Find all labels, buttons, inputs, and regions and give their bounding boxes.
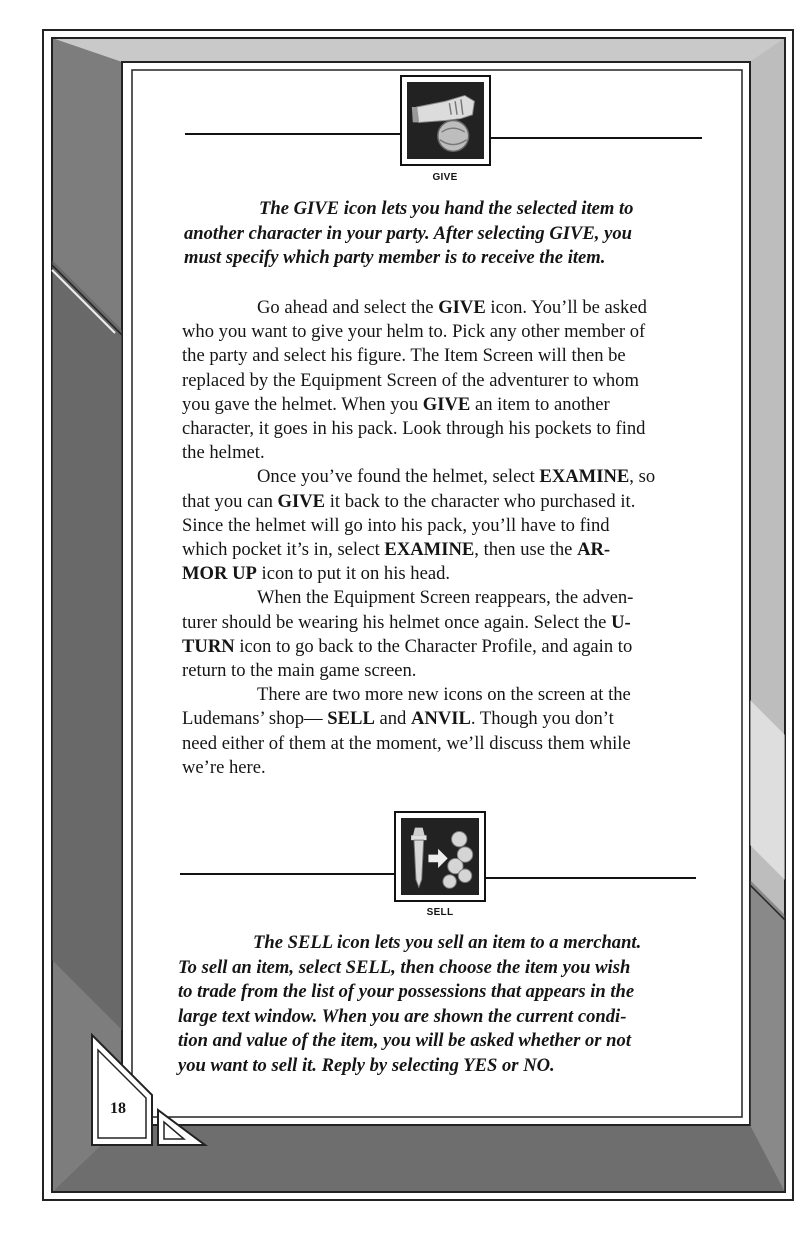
body-text-segment: Since the helmet will go into his pack, you’ll have to find	[182, 514, 610, 536]
sell-intro-line: To sell an item, select SELL, then choose the item you wish	[178, 956, 631, 978]
page-number: 18	[110, 1100, 126, 1117]
bold-term: SELL	[327, 708, 375, 730]
body-line	[182, 635, 712, 659]
body-text-segment: . Though you don’t	[470, 708, 614, 730]
sell-intro-line: you want to sell it. Reply by selecting YES or NO.	[178, 1054, 555, 1076]
body-text-segment: icon to go back to the Character Profile, and again to	[234, 635, 633, 657]
sell-intro-line: The SELL icon lets you sell an item to a merchant.	[253, 932, 642, 953]
body-text-segment: When the Equipment Screen reappears, the adven-	[257, 587, 634, 609]
give-intro-line: another character in your party. After selecting GIVE, you	[184, 222, 632, 244]
body-line	[182, 514, 712, 538]
body-text-segment: which pocket it’s in, select	[182, 539, 385, 561]
body-line	[182, 441, 712, 465]
body-line	[182, 538, 712, 562]
body-text-segment: , then use the	[474, 539, 578, 561]
body-text-segment: the party and select his figure. The Item Screen will then be	[182, 345, 626, 367]
give-rule-right	[490, 137, 702, 139]
body-text-segment: and	[374, 708, 411, 730]
body-text-segment: the helmet.	[182, 442, 265, 464]
bold-term: MOR UP	[182, 563, 257, 585]
body-text-segment: an item to another	[470, 393, 610, 415]
bold-term: EXAMINE	[384, 539, 475, 561]
body-line	[182, 393, 712, 417]
bold-term: GIVE	[277, 490, 326, 512]
body-line	[182, 586, 712, 610]
give-hand-icon	[407, 82, 484, 159]
bold-term: EXAMINE	[539, 466, 630, 488]
sell-dagger-icon	[401, 818, 479, 895]
bold-term: GIVE	[422, 393, 471, 415]
bold-term: ANVIL	[411, 708, 471, 730]
body-line	[182, 732, 712, 756]
body-line	[182, 611, 712, 635]
body-text-segment: Ludemans’ shop—	[182, 708, 328, 730]
body-line	[182, 369, 712, 393]
bold-term: GIVE	[438, 297, 486, 318]
body-text-segment: icon. You’ll be asked	[485, 297, 647, 318]
body-text-segment: Go ahead and select the	[257, 297, 439, 318]
give-icon-label: GIVE	[432, 172, 458, 183]
sell-intro-line: to trade from the list of your possessions that appears in the	[178, 981, 635, 1002]
body-text-segment: There are two more new icons on the screen at the	[257, 684, 631, 706]
give-icon	[400, 75, 491, 166]
body-line	[182, 490, 712, 514]
sell-icon	[394, 811, 486, 902]
body-text-segment: need either of them at the moment, we’ll discuss them while	[182, 732, 631, 754]
give-intro	[184, 197, 714, 271]
body-text-segment: we’re here.	[182, 756, 266, 778]
bold-term: U-	[611, 611, 631, 633]
body-text-segment: icon to put it on his head.	[256, 563, 451, 585]
body-line	[182, 344, 712, 368]
sell-intro-line: tion and value of the item, you will be asked whether or not	[178, 1030, 631, 1051]
body-line	[182, 659, 712, 683]
sell-intro	[178, 931, 718, 1078]
body-line	[182, 320, 712, 344]
body-text-segment: return to the main game screen.	[182, 660, 417, 682]
body-text-segment: you gave the helmet. When you	[182, 393, 423, 415]
sell-icon-label: SELL	[426, 907, 454, 918]
body-text-segment: Once you’ve found the helmet, select	[257, 466, 540, 488]
give-intro-line: The GIVE icon lets you hand the selected item to	[259, 198, 634, 219]
body-line	[182, 756, 712, 780]
body-text-segment: replaced by the Equipment Screen of the adventurer to whom	[182, 369, 639, 391]
sell-rule-left	[180, 873, 394, 875]
body-text-segment: it back to the character who purchased it.	[325, 490, 636, 512]
body-text-segment: character, it goes in his pack. Look through his pockets to find	[182, 418, 646, 440]
body-text-segment: who you want to give your helm to. Pick any other member of	[182, 321, 646, 343]
give-intro-line: must specify which party member is to receive the item.	[184, 247, 606, 268]
sell-rule-right	[486, 877, 696, 879]
body-line	[182, 707, 712, 731]
body-line	[182, 683, 712, 707]
body-text-segment: that you can	[182, 490, 278, 512]
body-text	[182, 296, 712, 780]
body-line	[182, 465, 712, 489]
body-text-segment: , so	[629, 466, 656, 488]
give-rule-left	[185, 133, 400, 135]
body-line	[182, 562, 712, 586]
bold-term: TURN	[182, 635, 235, 657]
body-line	[182, 417, 712, 441]
bold-term: AR-	[577, 539, 611, 561]
body-line	[182, 296, 712, 320]
body-text-segment: turer should be wearing his helmet once again. Select the	[182, 611, 612, 633]
sell-intro-line: large text window. When you are shown the current condi-	[178, 1005, 627, 1027]
